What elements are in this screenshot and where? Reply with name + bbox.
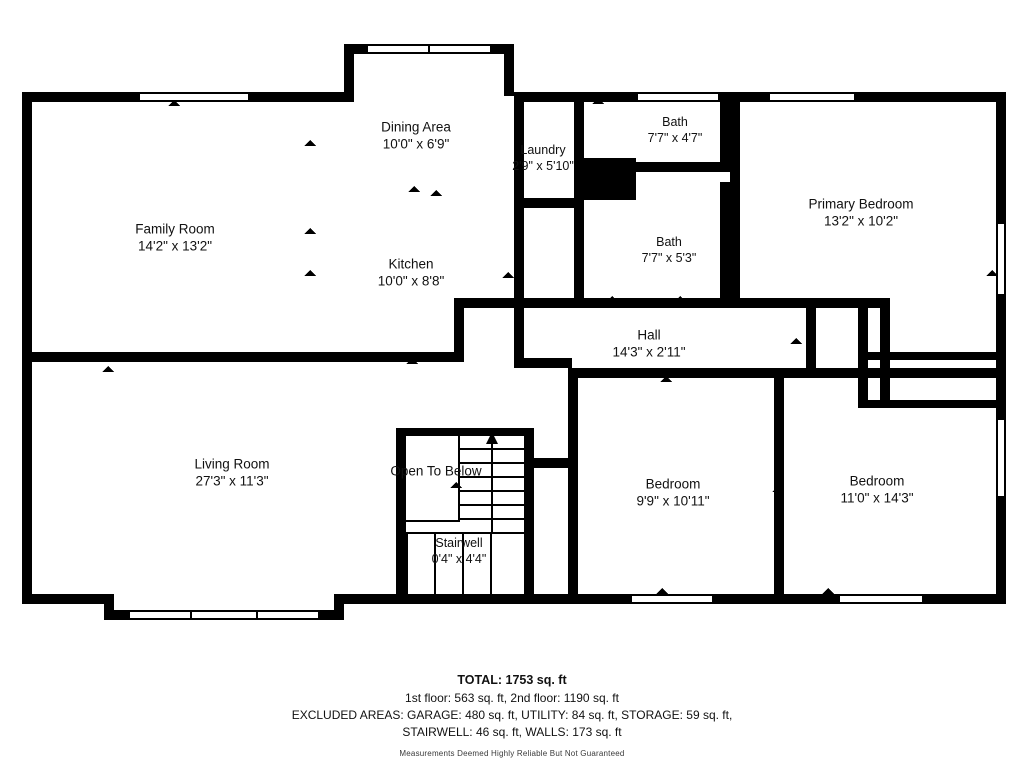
room-dimensions: 9'9" x 10'11" xyxy=(636,494,710,509)
room-name: Bath xyxy=(662,115,688,129)
summary-disclaimer: Measurements Deemed Highly Reliable But Not Guaranteed xyxy=(399,748,625,758)
annotation-text: Open To Below xyxy=(390,463,482,479)
room-name: Dining Area xyxy=(381,119,451,135)
room-dimensions: 11'0" x 14'3" xyxy=(840,491,914,506)
room-dimensions: 7'7" x 4'7" xyxy=(647,131,703,145)
room-dimensions: 13'2" x 10'2" xyxy=(823,214,899,229)
room-name: Laundry xyxy=(520,143,566,157)
room-name: Bath xyxy=(656,235,682,249)
room-dimensions: 10'0" x 8'8" xyxy=(377,274,445,289)
room-dimensions: 27'3" x 11'3" xyxy=(195,474,269,489)
summary-excluded-line-2: STAIRWELL: 46 sq. ft, WALLS: 173 sq. ft xyxy=(402,724,622,739)
room-name: Stairwell xyxy=(435,536,483,550)
room-name: Bedroom xyxy=(645,476,701,492)
room-name: Kitchen xyxy=(388,256,434,272)
room-dimensions: 7'7" x 5'3" xyxy=(641,251,697,265)
room-dimensions: 14'2" x 13'2" xyxy=(137,239,213,254)
room-name: Living Room xyxy=(194,456,270,472)
area-summary xyxy=(0,672,1024,759)
summary-excluded-line-1: EXCLUDED AREAS: GARAGE: 480 sq. ft, UTILITY: 84 sq. ft, STORAGE: 59 sq. ft, xyxy=(291,707,733,722)
summary-total: TOTAL: 1753 sq. ft xyxy=(457,673,567,687)
room-name: Primary Bedroom xyxy=(808,196,914,212)
room-dimensions: 2'9" x 5'10" xyxy=(512,159,574,173)
room-dimensions: 10'0" x 6'9" xyxy=(382,137,450,152)
room-dimensions: 14'3" x 2'11" xyxy=(612,345,686,360)
room-name: Hall xyxy=(637,327,661,343)
room-name: Family Room xyxy=(135,221,215,237)
summary-floors: 1st floor: 563 sq. ft, 2nd floor: 1190 sq. ft xyxy=(405,690,619,705)
walls-layer xyxy=(22,44,1006,620)
room-name: Bedroom xyxy=(849,473,905,489)
room-dimensions: 0'4" x 4'4" xyxy=(431,552,487,566)
